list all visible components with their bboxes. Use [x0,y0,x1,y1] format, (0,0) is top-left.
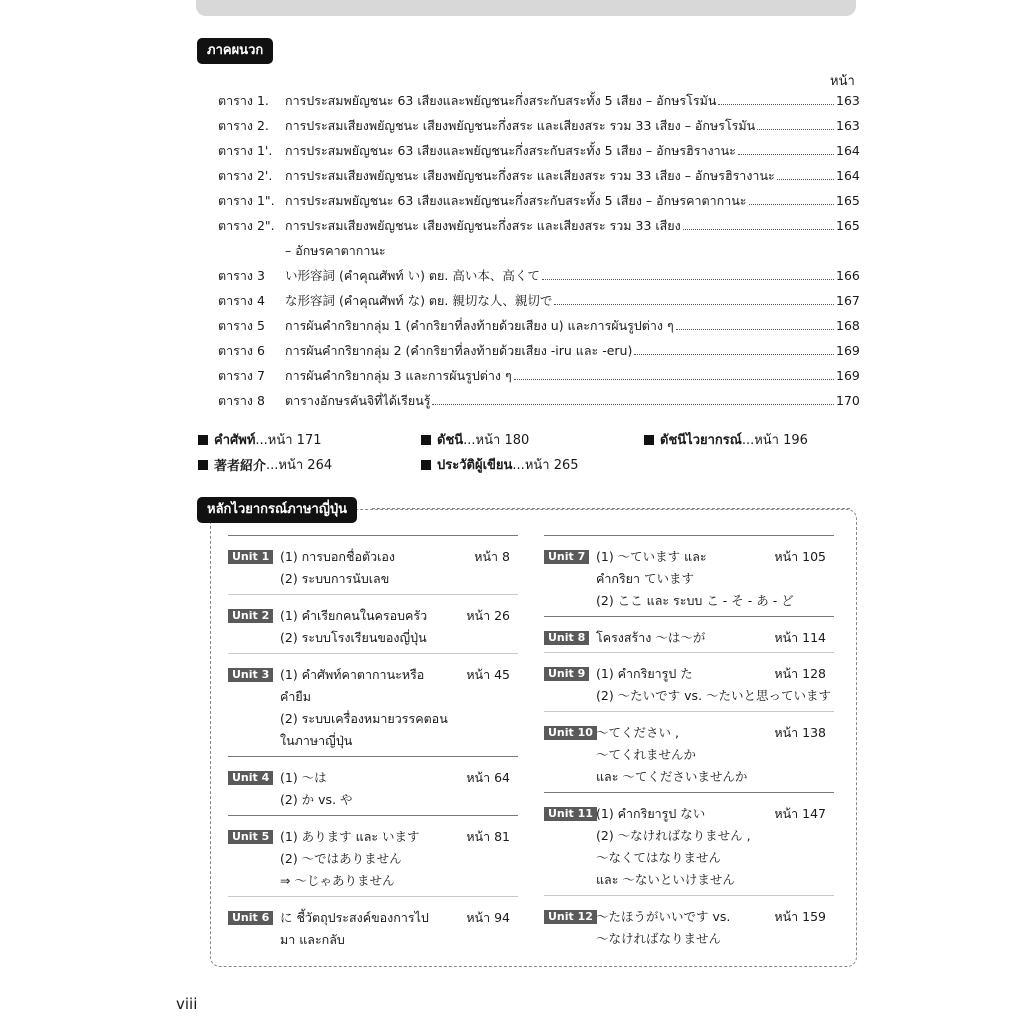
unit-topic: (2) ระบบโรงเรียนของญี่ปุ่น [280,630,427,645]
unit-page: หน้า 81 [466,829,510,844]
unit-page: หน้า 114 [774,630,826,645]
dot-leader [542,279,834,280]
dot-leader [634,354,834,355]
unit-topic: 〜たほうがいいです vs. [596,909,731,924]
grammar-section-title: หลักไวยากรณ์ภาษาญี่ปุ่น [197,497,357,523]
unit-badge: Unit 7 [544,550,589,564]
toc-page: 164 [836,143,860,158]
index-page: ...หน้า 196 [741,433,808,448]
unit-topic: คำยืม [280,689,311,704]
square-bullet-icon [421,435,431,445]
unit-topic: (2) か vs. や [280,792,353,807]
unit-item[interactable] [228,896,518,955]
index-page: ...หน้า 265 [512,458,579,473]
unit-topic: และ 〜ないといけません [596,872,735,887]
index-page: ...หน้า 171 [255,433,322,448]
toc-label: ตาราง 7 [218,368,265,383]
toc-title: การผันคำกริยากลุ่ม 1 (คำกริยาที่ลงท้ายด้วยเสียง u) และการผันรูปต่าง ๆ [285,318,674,333]
unit-page: หน้า 128 [774,666,826,681]
index-name: ดัชนี [437,433,464,448]
unit-badge: Unit 6 [228,911,273,925]
unit-topic: (1) การบอกชื่อตัวเอง [280,549,396,564]
toc-page: 169 [836,368,860,383]
toc-row[interactable] [218,391,858,416]
unit-item[interactable] [228,535,518,594]
unit-topic: ในภาษาญี่ปุ่น [280,733,353,748]
toc-row[interactable] [218,316,858,341]
unit-badge: Unit 12 [544,910,597,924]
toc-title-continuation [218,241,858,266]
toc-page: 169 [836,343,860,358]
unit-topic: คำกริยา ています [596,571,694,586]
index-name: 著者紹介 [214,459,267,474]
toc-title-cont: – อักษรคาตากานะ [285,243,386,258]
unit-topic: 〜てくれませんか [596,747,697,762]
toc-title: ตารางอักษรคันจิที่ได้เรียนรู้ [285,393,431,408]
toc-page: 164 [836,168,860,183]
unit-topic: (1) คำเรียกคนในครอบครัว [280,608,428,623]
index-page: ...หน้า 180 [463,433,530,448]
index-name: ดัชนีไวยากรณ์ [660,433,742,448]
square-bullet-icon [644,435,654,445]
toc-title: な形容詞 (คำคุณศัพท์ な) ตย. 親切な人、親切で [285,293,553,308]
toc-row[interactable] [218,91,858,116]
unit-badge: Unit 8 [544,631,589,645]
unit-page: หน้า 105 [774,549,826,564]
unit-topic: มา และกลับ [280,932,345,947]
index-entry-author-th[interactable] [421,454,579,475]
unit-item[interactable] [544,535,834,616]
dot-leader [777,179,834,180]
unit-badge: Unit 2 [228,609,273,623]
unit-topic: ⇒ 〜じゃありません [280,873,395,888]
index-entry-author-jp[interactable] [198,454,332,475]
toc-label: ตาราง 1. [218,93,269,108]
unit-topic: (1) あります และ います [280,829,420,844]
unit-topic: 〜てください , [596,725,679,740]
unit-topic: (1) คำกริยารูป た [596,666,693,681]
appendix-table-list [218,91,858,416]
unit-page: หน้า 147 [774,806,826,821]
unit-badge: Unit 10 [544,726,597,740]
dot-leader [757,129,834,130]
toc-row[interactable] [218,216,858,241]
toc-label: ตาราง 2". [218,218,275,233]
unit-topic: に ชี้วัตถุประสงค์ของการไป [280,910,429,925]
unit-item[interactable] [544,792,834,895]
index-entry-grammar-index[interactable] [644,429,808,450]
toc-title: การประสมพยัญชนะ 63 เสียงและพยัญชนะกึ่งสระกับสระทั้ง 5 เสียง – อักษรฮิรางานะ [285,143,736,158]
unit-topic: (2) 〜なければなりません , [596,828,751,843]
toc-row[interactable] [218,341,858,366]
square-bullet-icon [198,435,208,445]
toc-row[interactable] [218,366,858,391]
unit-page: หน้า 64 [466,770,510,785]
dot-leader [718,104,834,105]
index-name: ประวัติผู้เขียน [437,458,513,473]
toc-title: การประสมพยัญชนะ 63 เสียงและพยัญชนะกึ่งสระกับสระทั้ง 5 เสียง – อักษรโรมัน [285,93,717,108]
square-bullet-icon [421,460,431,470]
unit-item[interactable] [228,594,518,653]
unit-item[interactable] [228,653,518,756]
toc-label: ตาราง 1". [218,193,275,208]
unit-badge: Unit 11 [544,807,597,821]
toc-label: ตาราง 2. [218,118,269,133]
index-entry-index[interactable] [421,429,529,450]
grammar-units-left-column [228,535,518,955]
toc-title: การประสมพยัญชนะ 63 เสียงและพยัญชนะกึ่งสระกับสระทั้ง 5 เสียง – อักษรคาตากานะ [285,193,747,208]
toc-title: การประสมเสียงพยัญชนะ เสียงพยัญชนะกึ่งสระ และเสียงสระ รวม 33 เสียง – อักษรฮิรางานะ [285,168,775,183]
dot-leader [554,304,834,305]
unit-page: หน้า 159 [774,909,826,924]
top-decorative-bar [196,0,856,16]
toc-label: ตาราง 2'. [218,168,273,183]
toc-row[interactable] [218,116,858,141]
unit-item[interactable] [228,815,518,896]
unit-topic: และ 〜てくださいませんか [596,769,748,784]
unit-badge: Unit 5 [228,830,273,844]
unit-item[interactable] [544,895,834,954]
unit-badge: Unit 1 [228,550,273,564]
unit-item[interactable] [544,652,834,711]
toc-row[interactable] [218,191,858,216]
toc-row[interactable] [218,166,858,191]
dot-leader [749,204,834,205]
toc-page: 170 [836,393,860,408]
unit-topic: (2) ระบบการนับเลข [280,571,390,586]
toc-page: 168 [836,318,860,333]
toc-page: 167 [836,293,860,308]
dot-leader [514,379,834,380]
appendix-title: ภาคผนวก [197,38,273,64]
toc-title: การประสมเสียงพยัญชนะ เสียงพยัญชนะกึ่งสระ และเสียงสระ รวม 33 เสียง – อักษรโรมัน [285,118,756,133]
unit-badge: Unit 9 [544,667,589,681]
unit-item[interactable] [228,756,518,815]
unit-badge: Unit 3 [228,668,273,682]
toc-label: ตาราง 8 [218,393,265,408]
grammar-box-top-border [372,508,850,509]
dot-leader [738,154,834,155]
unit-topic: (2) ここ และ ระบบ こ - そ - あ - ど [596,593,794,608]
toc-title: การผันคำกริยากลุ่ม 3 และการผันรูปต่าง ๆ [285,368,512,383]
unit-page: หน้า 26 [466,608,510,623]
index-entry-vocabulary[interactable] [198,429,322,450]
square-bullet-icon [198,460,208,470]
unit-page: หน้า 94 [466,910,510,925]
dot-leader [683,229,834,230]
toc-label: ตาราง 5 [218,318,265,333]
toc-row[interactable] [218,266,858,291]
unit-item[interactable] [544,711,834,792]
toc-page: 165 [836,218,860,233]
dot-leader [676,329,834,330]
page-column-header: หน้า [830,74,855,89]
toc-label: ตาราง 3 [218,268,265,283]
toc-title: การผันคำกริยากลุ่ม 2 (คำกริยาที่ลงท้ายด้วยเสียง -iru และ -eru) [285,343,633,358]
dot-leader [432,404,834,405]
unit-topic: (1) 〜は [280,770,327,785]
toc-row[interactable] [218,141,858,166]
grammar-units-right-column [544,535,834,954]
unit-badge: Unit 4 [228,771,273,785]
toc-title: การประสมเสียงพยัญชนะ เสียงพยัญชนะกึ่งสระ และเสียงสระ รวม 33 เสียง [285,218,681,233]
toc-title: い形容詞 (คำคุณศัพท์ い) ตย. 高い本、高くて [285,268,540,283]
unit-item[interactable] [544,616,834,652]
page-number: viii [176,995,198,1013]
unit-topic: 〜なくてはなりません [596,850,722,865]
toc-page: 163 [836,118,860,133]
unit-page: หน้า 138 [774,725,826,740]
toc-label: ตาราง 1'. [218,143,273,158]
toc-label: ตาราง 4 [218,293,265,308]
unit-topic: (2) 〜ではありません [280,851,402,866]
unit-topic: (1) คำศัพท์คาตากานะหรือ [280,667,425,682]
toc-row[interactable] [218,291,858,316]
unit-topic: (2) 〜たいです vs. 〜たいと思っています [596,688,832,703]
toc-page: 163 [836,93,860,108]
toc-label: ตาราง 6 [218,343,265,358]
index-name: คำศัพท์ [214,433,256,448]
toc-page: 166 [836,268,860,283]
unit-topic: (1) คำกริยารูป ない [596,806,706,821]
unit-topic: (2) ระบบเครื่องหมายวรรคตอน [280,711,448,726]
unit-page: หน้า 8 [474,549,510,564]
index-page: ...หน้า 264 [266,458,333,473]
unit-topic: 〜なければなりません [596,931,722,946]
toc-page: 165 [836,193,860,208]
unit-topic: (1) 〜ています และ [596,549,707,564]
unit-topic: โครงสร้าง 〜は〜が [596,630,706,645]
unit-page: หน้า 45 [466,667,510,682]
